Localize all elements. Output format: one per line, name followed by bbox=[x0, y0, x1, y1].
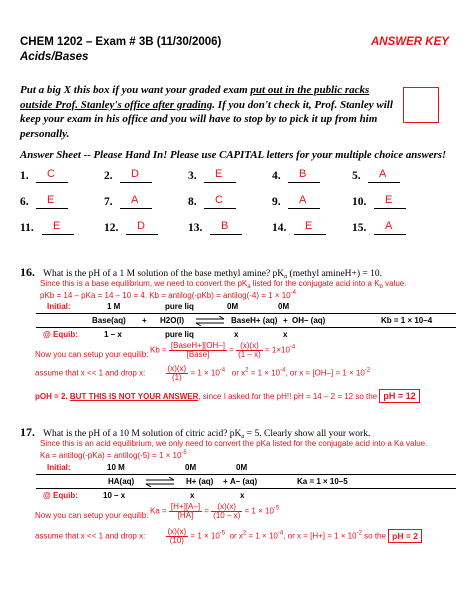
q16-line1-sub: a bbox=[247, 284, 251, 290]
answer-letter: C bbox=[47, 168, 55, 180]
q16-setup-text: Now you can setup your equilib: bbox=[35, 350, 149, 359]
q17-or2-sup: -2 bbox=[356, 530, 362, 537]
answer-number: 11. bbox=[20, 222, 34, 234]
q16-init-baseh: 0M bbox=[227, 302, 239, 311]
q17-ka-expression: Ka = $\frac{[H+][A-]}{[HA]}$ = $\frac{(x)(x)}{(10 - x)}$ = $1 \times 10^{-5}$ bbox=[150, 502, 280, 520]
q17-species-h: H+ (aq) bbox=[186, 477, 214, 486]
q17-eq-a: x bbox=[240, 491, 245, 500]
q17-eq-num: (x)(x) bbox=[211, 503, 242, 512]
q16-text-end: (methyl amineH+) = 10. bbox=[287, 269, 383, 279]
q16-assume-den: (1) bbox=[171, 373, 182, 382]
q16-line2 bbox=[40, 290, 296, 300]
q16-line1-c: value. bbox=[382, 279, 407, 288]
answer-sheet-title: Answer Sheet -- Please Hand In! Please use CAPITAL letters for your multiple choice answers! bbox=[20, 149, 447, 161]
q17-ka-label: Ka = bbox=[150, 506, 167, 516]
q16-or2-sup: -2 bbox=[364, 367, 371, 374]
q17-text-end: = 5. Clearly show all your work. bbox=[244, 429, 371, 439]
q16-or1-sup: -4 bbox=[280, 367, 286, 374]
q16-init-water: pure liq bbox=[165, 302, 194, 311]
q16-line2-sup: -4 bbox=[290, 290, 296, 296]
answer-number: 3. bbox=[188, 170, 197, 182]
q16-poh-line bbox=[35, 391, 420, 401]
q17-or1-sup: -4 bbox=[277, 530, 284, 537]
q16-initial-label: Initial: bbox=[47, 302, 71, 311]
answer-number: 12. bbox=[104, 222, 119, 234]
q17-eq-h: x bbox=[190, 491, 195, 500]
q16-kb-den: [Base] bbox=[186, 350, 210, 359]
q16-eq-den: (1 – x) bbox=[238, 350, 261, 359]
answer-number: 10. bbox=[352, 196, 367, 208]
answer-number: 9. bbox=[272, 196, 281, 208]
q17-init-h: 0M bbox=[185, 463, 197, 472]
q17-assume: assume that x << 1 and drop x: $\frac{(x)(x)}{(10)}$ = $1 \times 10^{-5}$ or $x^2 = 1 \times 10^{-4}$, or $x = [H+] = 1 \times 10^{-2}$ so the pH = 2 bbox=[35, 528, 422, 545]
answer-key-label: ANSWER KEY bbox=[371, 36, 449, 48]
instructions-line1a: Put a big X this box if you want your graded exam bbox=[20, 84, 251, 96]
answer-letter: D bbox=[131, 168, 139, 180]
q16-table-rule-bottom bbox=[36, 327, 456, 328]
answer-letter: A bbox=[385, 220, 393, 232]
q17-line2 bbox=[40, 450, 187, 460]
q17-init-ha: 10 M bbox=[107, 463, 125, 472]
answer-number: 1. bbox=[20, 170, 29, 182]
instructions-line2a: outside Prof. Stanley's office after grading bbox=[20, 98, 213, 111]
q17-so-the: so the bbox=[361, 531, 389, 541]
answer-letter: E bbox=[215, 168, 223, 180]
answer-number: 2. bbox=[104, 170, 113, 182]
answer-letter: E bbox=[53, 220, 61, 232]
q16-species-oh: OH– (aq) bbox=[292, 316, 326, 325]
q16-species-water: H2O(l) bbox=[160, 316, 184, 325]
answer-number: 13. bbox=[188, 222, 203, 234]
q16-kb-num: [BaseH+][OH–] bbox=[170, 341, 225, 350]
q16-eq-base: 1 – x bbox=[104, 330, 122, 339]
answer-letter: E bbox=[385, 194, 393, 206]
course-title: CHEM 1202 – Exam # 3B (11/30/2006) bbox=[20, 36, 222, 48]
q17-answer-box: pH = 2 bbox=[388, 529, 422, 543]
q17-or1b: = 1 × 10 bbox=[246, 531, 278, 541]
q16-number: 16. bbox=[20, 265, 35, 279]
answer-number: 5. bbox=[352, 170, 361, 182]
q16-assume-rhs: = 1 × 10 bbox=[190, 368, 220, 378]
q17-species-ha: HA(aq) bbox=[108, 477, 135, 486]
q17-eq-ha: 10 – x bbox=[103, 491, 126, 500]
q16-species-plus1: + bbox=[142, 316, 147, 325]
answer-letter: C bbox=[215, 194, 223, 206]
q16-equib-label: @ Equib: bbox=[43, 330, 78, 339]
q16-line2-b: b = 14 – pKa = 14 – 10 = 4. Kb = antilog(-pKb) = antilog(-4) = 1 × 10 bbox=[49, 291, 291, 300]
q17-assume-sup: -5 bbox=[219, 530, 226, 537]
q16-kb-val: = 1×10 bbox=[264, 345, 290, 355]
answer-number: 8. bbox=[188, 196, 197, 208]
q17-or1: or x bbox=[229, 531, 243, 541]
public-rack-checkbox[interactable] bbox=[403, 87, 439, 123]
q17-ka-num: [H+][A–] bbox=[170, 502, 201, 511]
q16-species-baseh: BaseH+ (aq) bbox=[231, 316, 278, 325]
q17-equib-label: @ Equib: bbox=[43, 491, 78, 500]
q16-kb-label: Kb = bbox=[150, 345, 167, 355]
q17-line2-sup: -5 bbox=[181, 450, 187, 456]
instructions-line3: keep your exam in his office and you will have to stop by to pick it up from him bbox=[20, 113, 378, 125]
q16-eq-oh: x bbox=[283, 330, 288, 339]
q17-eq-den: (10 – x) bbox=[213, 511, 241, 520]
q16-eq-num: (x)(x) bbox=[236, 342, 263, 351]
q16-kb-val-sup: -4 bbox=[289, 344, 296, 351]
q17-init-a: 0M bbox=[236, 463, 248, 472]
q16-species-plus2: + bbox=[283, 316, 288, 325]
q17-initial-label: Initial: bbox=[47, 463, 71, 472]
answer-number: 7. bbox=[104, 196, 113, 208]
q16-kb: Kb = 1 × 10–4 bbox=[381, 316, 433, 325]
answer-number: 4. bbox=[272, 170, 281, 182]
q16-assume-sup: -4 bbox=[219, 367, 226, 374]
answer-letter: D bbox=[137, 220, 145, 232]
answer-letter: B bbox=[299, 168, 307, 180]
q17-ka-val-sup: -5 bbox=[273, 505, 280, 512]
q16-species-base: Base(aq) bbox=[92, 316, 126, 325]
answer-letter: B bbox=[221, 220, 229, 232]
answer-letter: A bbox=[131, 194, 139, 206]
q17-ka: Ka = 1 × 10–5 bbox=[297, 477, 348, 486]
equilibrium-arrow-icon bbox=[145, 477, 175, 487]
answer-number: 6. bbox=[20, 196, 29, 208]
q17-species-plus: + bbox=[223, 477, 228, 486]
q17-setup-text: Now you can setup your equilib: bbox=[35, 511, 149, 520]
q16-assume-num: (x)(x) bbox=[167, 364, 187, 373]
q17-table-rule-bottom bbox=[36, 488, 456, 489]
answer-number: 15. bbox=[352, 222, 367, 234]
q16-init-oh: 0M bbox=[278, 302, 290, 311]
q16-poh: pOH = 2. bbox=[35, 392, 70, 401]
q16-not-answer: BUT THIS IS NOT YOUR ANSWER bbox=[69, 392, 199, 401]
q16-line1-b: listed for the conjugate acid into a K bbox=[250, 279, 380, 288]
q17-assume-rhs: = 1 × 10 bbox=[190, 531, 220, 541]
q16-line2-a: pK bbox=[40, 291, 50, 300]
q16-line1-sub2: b bbox=[379, 284, 383, 290]
q16-assume: assume that x << 1 and drop x: $\frac{(x)(x)}{(1)}$ = $1 \times 10^{-4}$ or $x^2 = 1 \times 10^{-4}$, or $x = [OH-] = 1 \times 10^{-2}$ bbox=[35, 364, 371, 382]
q17-or2: , or x = [H+] = 1 × 10 bbox=[283, 531, 357, 541]
q17-line1: Since this is an acid equilibrium, we only need to convert the pKa listed for the conjugate acid into a Ka value. bbox=[40, 439, 428, 448]
q16-ph-calc: , since I asked for the pH!! pH = 14 – 2 = 12 so the bbox=[198, 392, 380, 401]
q16-line1-a: Since this is a base equilibrium, we need to convert the pK bbox=[40, 279, 248, 288]
q17-assume-num: (x)(x) bbox=[167, 527, 187, 536]
q16-text-sub: a bbox=[284, 274, 288, 280]
answer-letter: E bbox=[47, 194, 55, 206]
q17-assume-text: assume that x << 1 and drop x: bbox=[35, 531, 146, 541]
q16-eq-water: pure liq bbox=[165, 330, 194, 339]
q16-kb-expression: Kb = $\frac{\text{[BaseH+][OH–]}}{\text{[Base]}}$ = $\frac{(x)(x)}{(1 - x)}$ = $1\times 10^{-4}$ bbox=[150, 341, 296, 359]
q17-number: 17. bbox=[20, 425, 35, 439]
answer-letter: A bbox=[379, 168, 387, 180]
equilibrium-arrow-icon bbox=[195, 316, 225, 326]
answer-letter: E bbox=[305, 220, 313, 232]
q17-ka-val: = 1 × 10 bbox=[244, 506, 274, 516]
q17-line2-a: Ka = antilog(-pKa) = antilog(-5) = 1 × 10 bbox=[40, 451, 182, 460]
instructions bbox=[20, 83, 393, 141]
q16-or1b: = 1 × 10 bbox=[248, 368, 281, 378]
q17-ka-den: [HA] bbox=[177, 511, 194, 520]
q16-table-rule-top bbox=[36, 313, 456, 314]
q16-eq-baseh: x bbox=[234, 330, 239, 339]
answer-letter: A bbox=[299, 194, 307, 206]
q16-or1: or x bbox=[231, 368, 246, 378]
q16-assume-text: assume that x << 1 and drop x: bbox=[35, 368, 146, 378]
q17-text-sub: a bbox=[241, 434, 245, 440]
instructions-line1b: put out in the public racks bbox=[250, 84, 370, 96]
q16-answer-box: pH = 12 bbox=[379, 389, 419, 403]
exam-subtitle: Acids/Bases bbox=[20, 51, 89, 63]
q17-table-rule-top bbox=[36, 474, 456, 475]
q16-text: What is the pH of a 1 M solution of the base methyl amine? pK bbox=[43, 269, 285, 279]
answer-number: 14. bbox=[272, 222, 287, 234]
q16-line1 bbox=[40, 279, 406, 290]
q16-or2: , or x = [OH–] = 1 × 10 bbox=[285, 368, 365, 378]
q17-assume-den: (10) bbox=[169, 536, 184, 545]
q17-species-a: A– (aq) bbox=[230, 477, 258, 486]
q16-init-base: 1 M bbox=[107, 302, 121, 311]
q17-text: What is the pH of a 10 M solution of citric acid? pK bbox=[43, 429, 242, 439]
instructions-line2b: . If you don't check it, Prof. Stanley will bbox=[212, 98, 393, 111]
instructions-line4: personally. bbox=[20, 127, 70, 140]
